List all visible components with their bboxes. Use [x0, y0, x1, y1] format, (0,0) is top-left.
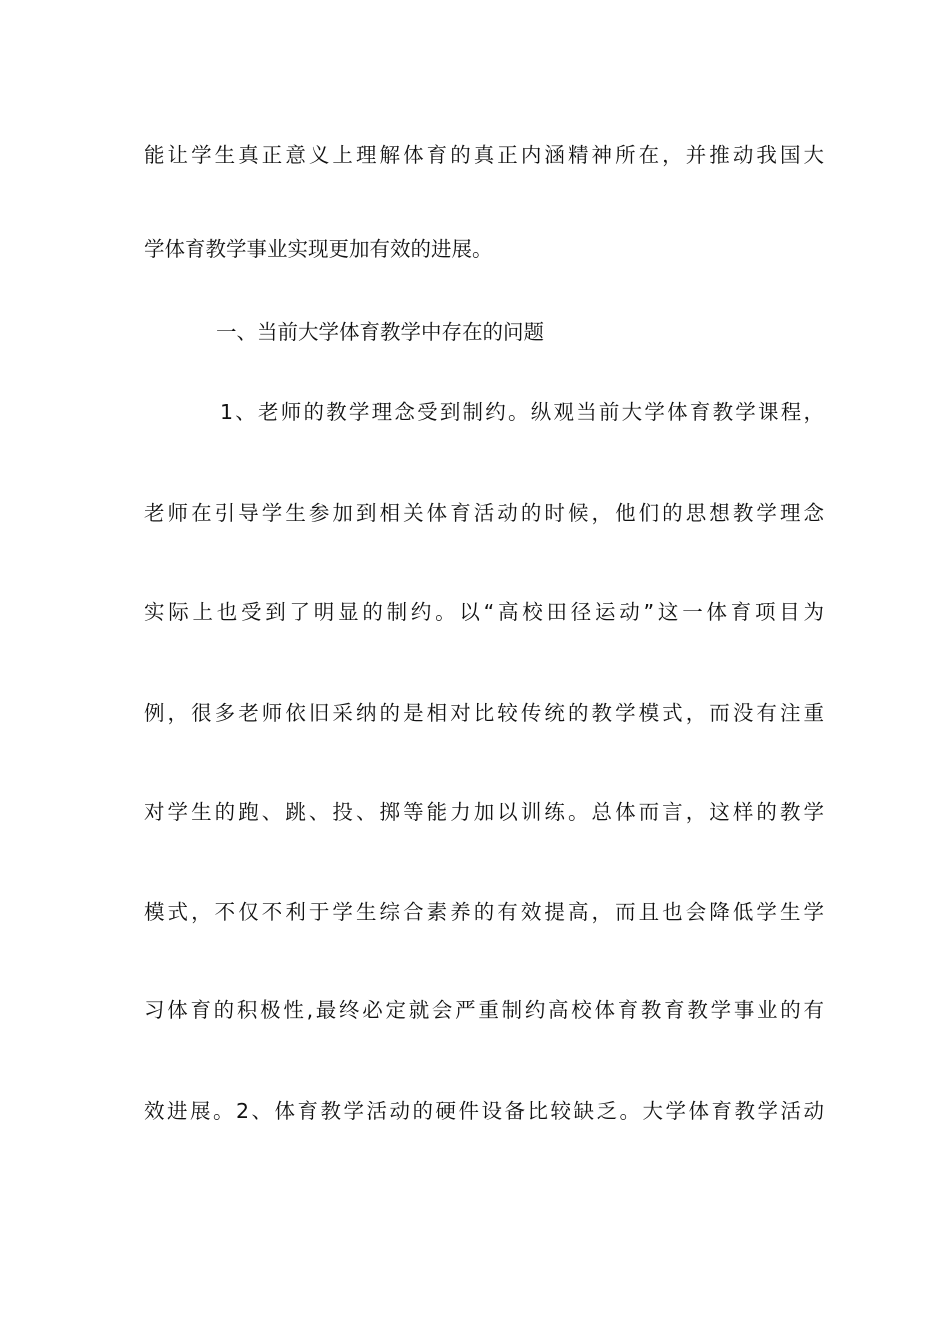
paragraph-line-2: 学体育教学事业实现更加有效的进展。 [144, 237, 493, 261]
paragraph-line-5: 老师在引导学生参加到相关体育活动的时候，他们的思想教学理念 [144, 501, 824, 525]
paragraph-line-8: 对学生的跑、跳、投、掷等能力加以训练。总体而言，这样的教学 [144, 800, 824, 824]
paragraph-line-4: 1、老师的教学理念受到制约。纵观当前大学体育教学课程， [220, 400, 824, 424]
paragraph-line-6: 实际上也受到了明显的制约。以“高校田径运动”这一体育项目为 [144, 600, 824, 624]
section-heading: 一、当前大学体育教学中存在的问题 [216, 320, 544, 344]
paragraph-line-10: 习体育的积极性,最终必定就会严重制约高校体育教育教学事业的有 [144, 998, 824, 1022]
paragraph-line-7: 例，很多老师依旧采纳的是相对比较传统的教学模式，而没有注重 [144, 701, 824, 725]
paragraph-line-1: 能让学生真正意义上理解体育的真正内涵精神所在，并推动我国大 [144, 143, 824, 167]
paragraph-line-9: 模式，不仅不利于学生综合素养的有效提高，而且也会降低学生学 [144, 900, 824, 924]
paragraph-line-11: 效进展。2、体育教学活动的硬件设备比较缺乏。大学体育教学活动 [144, 1099, 824, 1123]
